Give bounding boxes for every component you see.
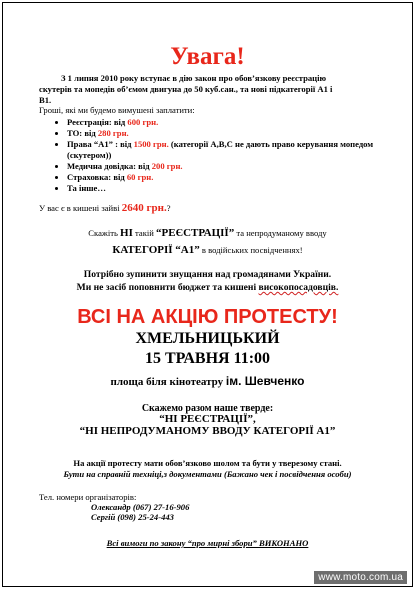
contact-person-2: Сергій (098) 25-24-443: [91, 512, 174, 522]
site-watermark: www.moto.com.ua: [314, 571, 407, 584]
fee-amount: 1500 грн.: [133, 139, 169, 149]
slogan-2: “НІ НЕПРОДУМАНОМУ ВВОДУ КАТЕГОРІЇ А1”: [79, 424, 336, 437]
contact-person-1: Олександр (067) 27-16-906: [91, 502, 190, 512]
fee-item-registration: • Реєстрація: від 600 грн.: [67, 117, 389, 128]
slogan-1: “НІ РЕЄСТРАЦІЇ”,: [159, 413, 256, 425]
fees-intro: Гроші, які ми будемо вимушені заплатити:: [39, 105, 195, 115]
event-place: площа біля кінотеатру ім. Шевченко: [110, 374, 305, 388]
together-heading: Скажемо разом наше тверде:: [141, 403, 274, 414]
requirement-2: Бути на справній техніці,з документами (Бажано чек і посвідчення особи): [63, 468, 352, 479]
fee-item-inspection: • ТО: від 280 грн.: [67, 128, 389, 139]
intro-paragraph: [39, 73, 377, 106]
city-name: ХМЕЛЬНИЦЬКИЙ: [135, 330, 280, 347]
requirements: [3, 458, 412, 479]
requirement-1: На акції протесту мати обов’язково шолом та бути у тверезому стані.: [73, 458, 342, 468]
total-amount: 2640 грн.: [121, 202, 167, 214]
fee-item-insurance: • Страховка: від 60 грн.: [67, 172, 389, 183]
final-statement: Всі вимоги по закону “про мирні збори” ВИКОНАНО: [106, 538, 309, 548]
intro-line-1: З 1 липня 2010 року вступає в дію закон про обов’язкову реєстрацію: [61, 73, 327, 83]
fee-item-other: • Та інше…: [67, 183, 389, 194]
organizer-contacts: [39, 492, 339, 522]
fee-amount: 280 грн.: [97, 128, 129, 138]
say-no-block: Скажіть НІ такій “РЕЄСТРАЦІЇ” та непродуманому вводу КАТЕГОРІЇ “А1” в водійських посвідченнях!: [88, 227, 327, 256]
fees-list: [55, 117, 389, 194]
stop-abuse-block: Потрібно зупинити знущання над громадянами України. Ми не засіб поповнити бюджет та кишені високопосадовців.: [76, 269, 339, 293]
fee-amount: 200 грн.: [151, 161, 183, 171]
contacts-label: Тел. номери організаторів:: [39, 492, 137, 502]
pocket-question: У вас є в кишені зайві 2640 грн.?: [39, 202, 171, 214]
fee-item-medical: • Медична довідка: від 200 грн.: [67, 161, 389, 172]
fee-item-license: • Права “А1” : від 1500 грн. (категорії А,В,С не дають право керування мопедом (скутером)): [67, 139, 389, 161]
intro-line-3: В1.: [39, 95, 52, 105]
fee-note: (категорії А,В,С не дають право керування мопедом (скутером)): [67, 139, 374, 160]
event-date: 15 ТРАВНЯ 11:00: [144, 350, 271, 367]
slogans: [3, 414, 412, 437]
protest-call: ВСІ НА АКЦІЮ ПРОТЕСТУ!: [77, 306, 338, 328]
fee-amount: 600 грн.: [127, 117, 159, 127]
poster-title: Увага!: [170, 43, 245, 70]
poster-page: [2, 2, 413, 587]
intro-line-2: скутерів та мопедів об’ємом двигуна до 50 куб.сан., та нові підкатегорії А1 і: [39, 84, 333, 94]
fee-amount: 60 грн.: [126, 172, 154, 182]
